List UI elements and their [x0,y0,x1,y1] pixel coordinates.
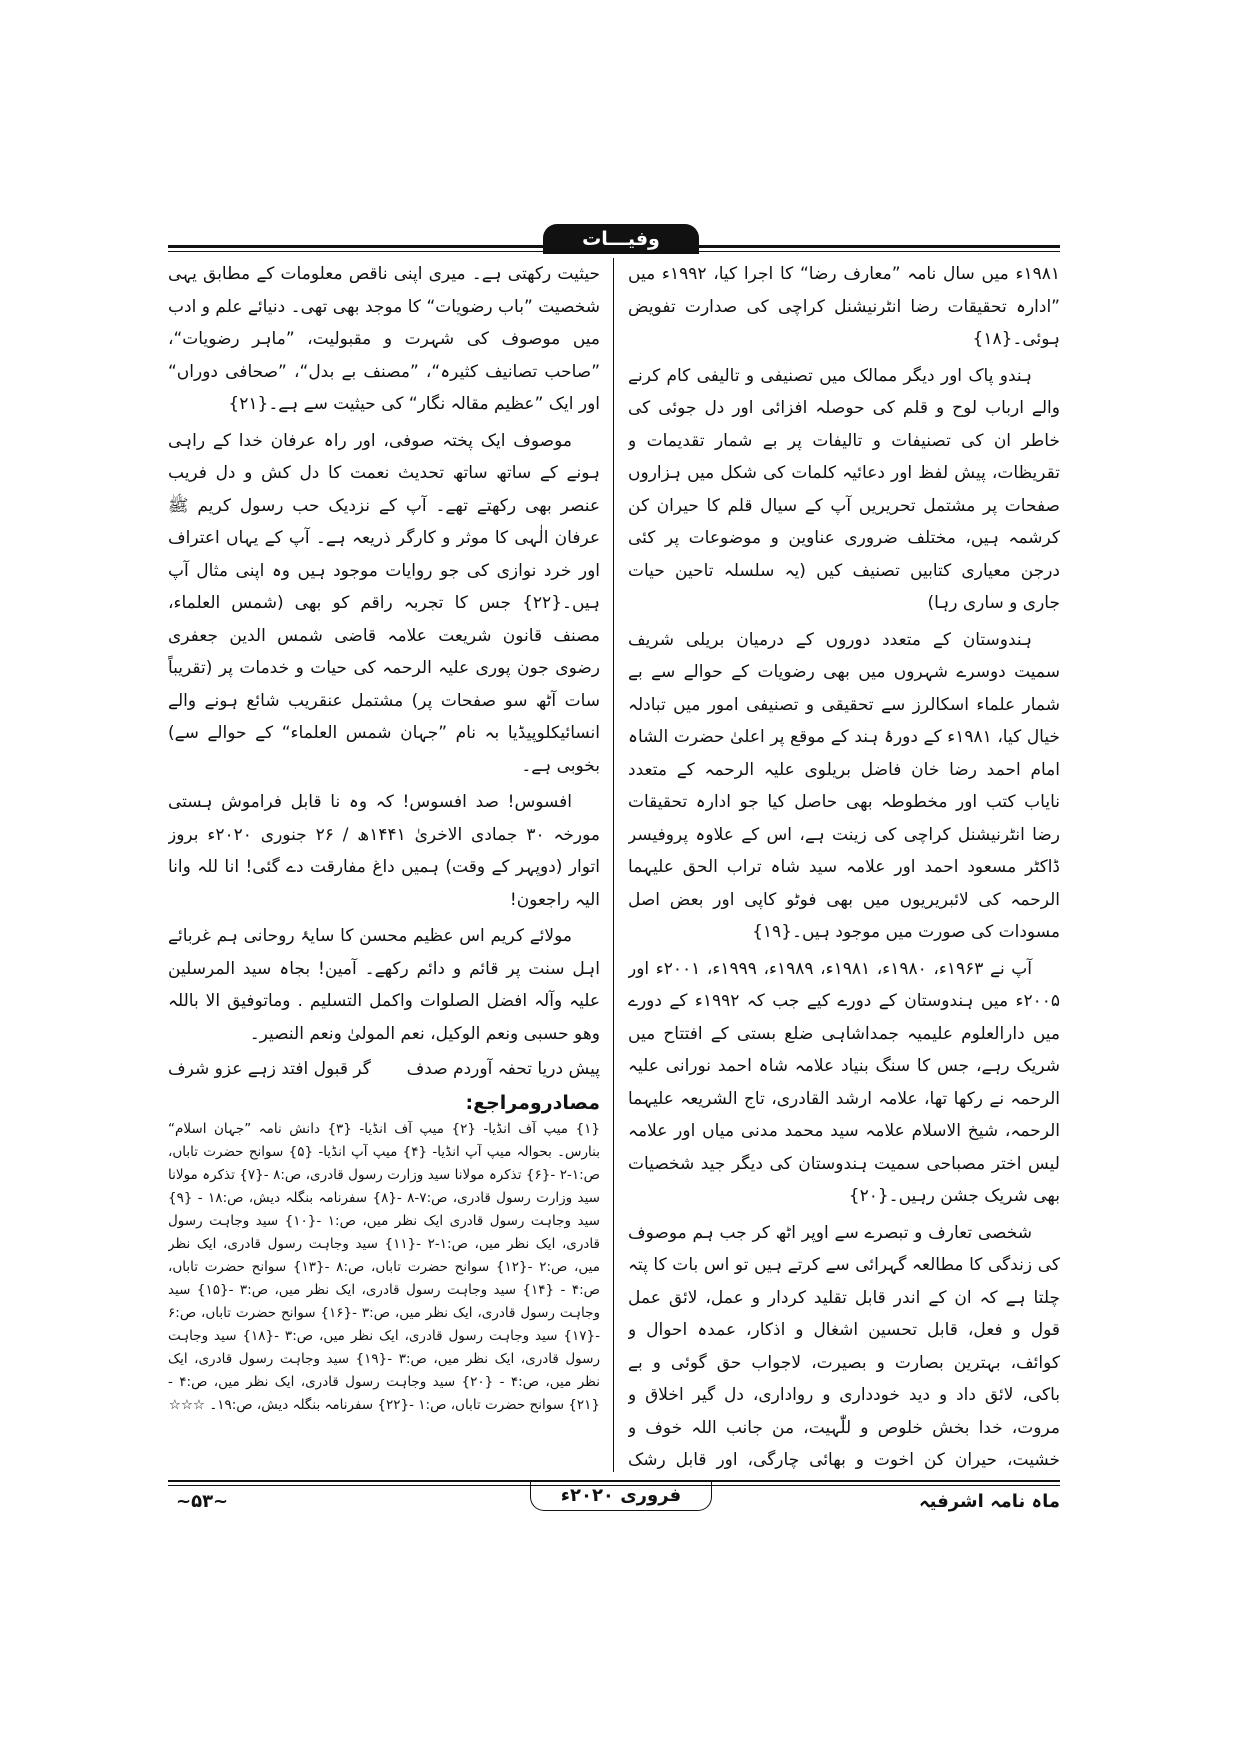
page-number: ~۵۳~ [176,1491,229,1512]
paragraph: ہندوستان کے متعدد دوروں کے درمیان بریلی شریف سمیت دوسرے شہروں میں بھی رضویات کے حوالے سے بے شمار علماء اسکالرز سے تحقیقی و تصنیفی امور میں تبادلہ خیال کیا، ۱۹۸۱ء کے دورۂ ہند کے موقع پر اعلیٰ حضرت الشاہ امام احمد رضا خان فاضل بریلوی علیہ الرحمہ کے متعدد نایاب کتب اور مخطوطہ بھی حاصل کیا جو ادارہ تحقیقات رضا انٹرنیشنل کراچی کی زینت ہے، اس کے علاوہ پروفیسر ڈاکٹر مسعود احمد اور علامہ سید شاہ تراب الحق علیہما الرحمہ کی لائبریریوں میں بھی فوٹو کاپی اور بعض اصل مسودات کی صورت میں موجود ہیں۔{۱۹} [628,629,1060,942]
paragraph: افسوس! صد افسوس! کہ وہ نا قابل فراموش ہستی مورخہ ۳۰ جمادی الاخریٰ ۱۴۴۱ھ / ۲۶ جنوری ۲۰۲۰ء بروز اتوار (دوپہر کے وقت) ہمیں داغ مفارقت دے گئی! انا للہ وانا الیہ راجعون! [168,792,600,910]
paragraph: ۱۹۸۱ء میں سال نامہ ”معارف رضا“ کا اجرا کیا، ۱۹۹۲ء میں ”ادارہ تحقیقات رضا انٹرنیشنل کراچی کی صدارت تفویض ہوئی۔{۱۸} [628,264,1060,349]
issue-date: فروری ۲۰۲۰ء [530,1482,712,1511]
paragraph: ہندو پاک اور دیگر ممالک میں تصنیفی و تالیفی کام کرنے والے ارباب لوح و قلم کی حوصلہ افزائی اور دل جوئی کی خاطر ان کی تصنیفات و تالیفات پر بے شمار تقدیمات و تقریظات، پیش لفظ اور دعائیہ کلمات کی شکل میں ہزاروں صفحات پر مشتمل تحریریں آپ کے سیال قلم کا حیران کن کرشمہ ہیں، مختلف ضروری عناوین و موضوعات پر کئی درجن معیاری کتابیں تصنیف کیں (یہ سلسلہ تاحین حیات جاری و ساری رہا) [628,365,1060,613]
paragraph: حیثیت رکھتی ہے۔ میری اپنی ناقص معلومات کے مطابق یہی شخصیت ”باب رضویات“ کا موجد بھی تھی۔ دنیائے علم و ادب میں موصوف کی شہرت و مقبولیت، ”ماہر رضویات“، ”صاحب تصانیف کثیرہ“، ”مصنف بے بدل“، ”صحافی دوراں“ اور ایک ”عظیم مقالہ نگار“ کی حیثیت سے ہے۔{۲۱} [168,264,600,414]
left-column [168,258,600,1472]
right-column [628,258,1060,1472]
paragraph: موصوف ایک پختہ صوفی، اور راہ عرفان خدا کے راہی ہونے کے ساتھ ساتھ تحدیث نعمت کا دل کش و دل فریب عنصر بھی رکھتے تھے۔ آپ کے نزدیک حب رسول کریم ﷺ عرفان الٰہی کا موثر و کارگر ذریعہ ہے۔ آپ کے یہاں اعتراف اور خرد نوازی کی جو روایات موجود ہیں وہ اپنی مثال آپ ہیں۔{۲۲} جس کا تجربہ راقم کو بھی (شمس العلماء، مصنف قانون شریعت علامہ قاضی شمس الدین جعفری رضوی جون پوری علیہ الرحمہ کی حیات و خدمات پر (تقریباً سات آٹھ سو صفحات پر) مشتمل عنقریب شائع ہونے والے انسائیکلوپیڈیا بہ نام ”جہان شمس العلماء“ کے حوالے سے) بخوبی ہے۔ [168,430,600,776]
section-title: وفیـــات [543,224,699,254]
verse-second-hemistich: گر قبول افتد زہے عزو شرف [168,1059,371,1079]
references-list [168,1118,600,1417]
persian-verse [168,1054,600,1084]
paragraph: مولائے کریم اس عظیم محسن کا سایۂ روحانی ہم غربائے اہل سنت پر قائم و دائم رکھے۔ آمین! بجاہ سید المرسلین علیہ وآلہ افضل الصلوات واکمل التسلیم . وماتوفیق الا باللہ وھو حسبی ونعم الوکیل، نعم المولیٰ ونعم النصیر۔ [168,926,600,1044]
paragraph: شخصی تعارف و تبصرے سے اوپر اٹھ کر جب ہم موصوف کی زندگی کا مطالعہ گہرائی سے کرتے ہیں تو اس بات کا پتہ چلتا ہے کہ ان کے اندر قابل تقلید کردار و عمل، لائق عمل قول و فعل، قابل تحسین اشغال و اذکار، عمدہ احوال و کوائف، بہترین بصارت و بصیرت، لاجواب حق گوئی و بے باکی، لائق داد و دید خودداری و رواداری، دل گیر اخلاق و مروت، خدا بخش خلوص و للّٰہیت، من جانب اللہ خوف و خشیت، حیران کن اخوت و بھائی چارگی، اور قابل رشک [628,1222,1060,1470]
column-divider [613,258,614,1472]
paragraph: آپ نے ۱۹۶۳ء، ۱۹۸۰ء، ۱۹۸۱ء، ۱۹۸۹ء، ۱۹۹۹ء، ۲۰۰۱ء اور ۲۰۰۵ء میں ہندوستان کے دورے کیے جب کہ ۱۹۹۲ء کے دورے میں دارالعلوم علیمیہ جمداشاہی ضلع بستی کے افتتاح میں شریک رہے، جس کا سنگ بنیاد علامہ شاہ احمد نورانی علیہ الرحمہ نے رکھا تھا، علامہ ارشد القادری، تاج الشریعہ علیہما الرحمہ، شیخ الاسلام علامہ سید محمد مدنی میاں اور علامہ لیس اختر مصباحی سمیت ہندوستان کی دیگر جید شخصیات بھی شریک جشن رہیں۔{۲۰} [628,958,1060,1206]
verse-first-hemistich: پیش دریا تحفہ آوردم صدف [406,1059,600,1079]
references-heading: مصادرومراجع: [465,1092,600,1114]
publication-name: ماہ نامہ اشرفیہ [919,1491,1060,1512]
references-text: {۱} میپ آف انڈیا- {۲} میپ آف انڈیا- {۳} دانش نامہ ”جہان اسلام“ بنارس۔ بحوالہ میپ آپ انڈیا- {۴} میپ آپ انڈیا- {۵} سوانح حضرت تاباں، ص:۱-۲ -{۶} تذکرہ مولانا سید وزارت رسول قادری، ص:۸ -{۷} تذکرہ مولانا سید وزارت رسول قادری، ص:۷-۸ -{۸} سفرنامہ بنگلہ دیش، ص:۱۸ - {۹} سید وجاہت رسول قادری ایک نظر میں، ص:۱ -{۱۰} سید وجاہت رسول قادری، ایک نظر میں، ص:۱-۲ -{۱۱} سید وجاہت رسول قادری، ایک نظر میں، ص:۲ -{۱۲} سوانح حضرت تاباں، ص:۸ -{۱۳} سوانح حضرت تاباں، ص:۴ - {۱۴} سید وجاہت رسول قادری، ایک نظر میں، ص:۳ -{۱۵} سید وجاہت رسول قادری، ایک نظر میں، ص:۳ -{۱۶} سوانح حضرت تاباں، ص:۶ -{۱۷} سید وجاہت رسول قادری، ایک نظر میں، ص:۳ -{۱۸} سید وجاہت رسول قادری، ایک نظر میں، ص:۳ -{۱۹} سید وجاہت رسول قادری، ایک نظر میں، ص:۴ - {۲۰} سید وجاہت رسول قادری، ایک نظر میں، ص:۴ -{۲۱} سوانح حضرت تاباں، ص:۱ -{۲۲} سفرنامہ بنگلہ دیش، ص:۱۹۔ ☆☆☆ [168,1121,600,1413]
